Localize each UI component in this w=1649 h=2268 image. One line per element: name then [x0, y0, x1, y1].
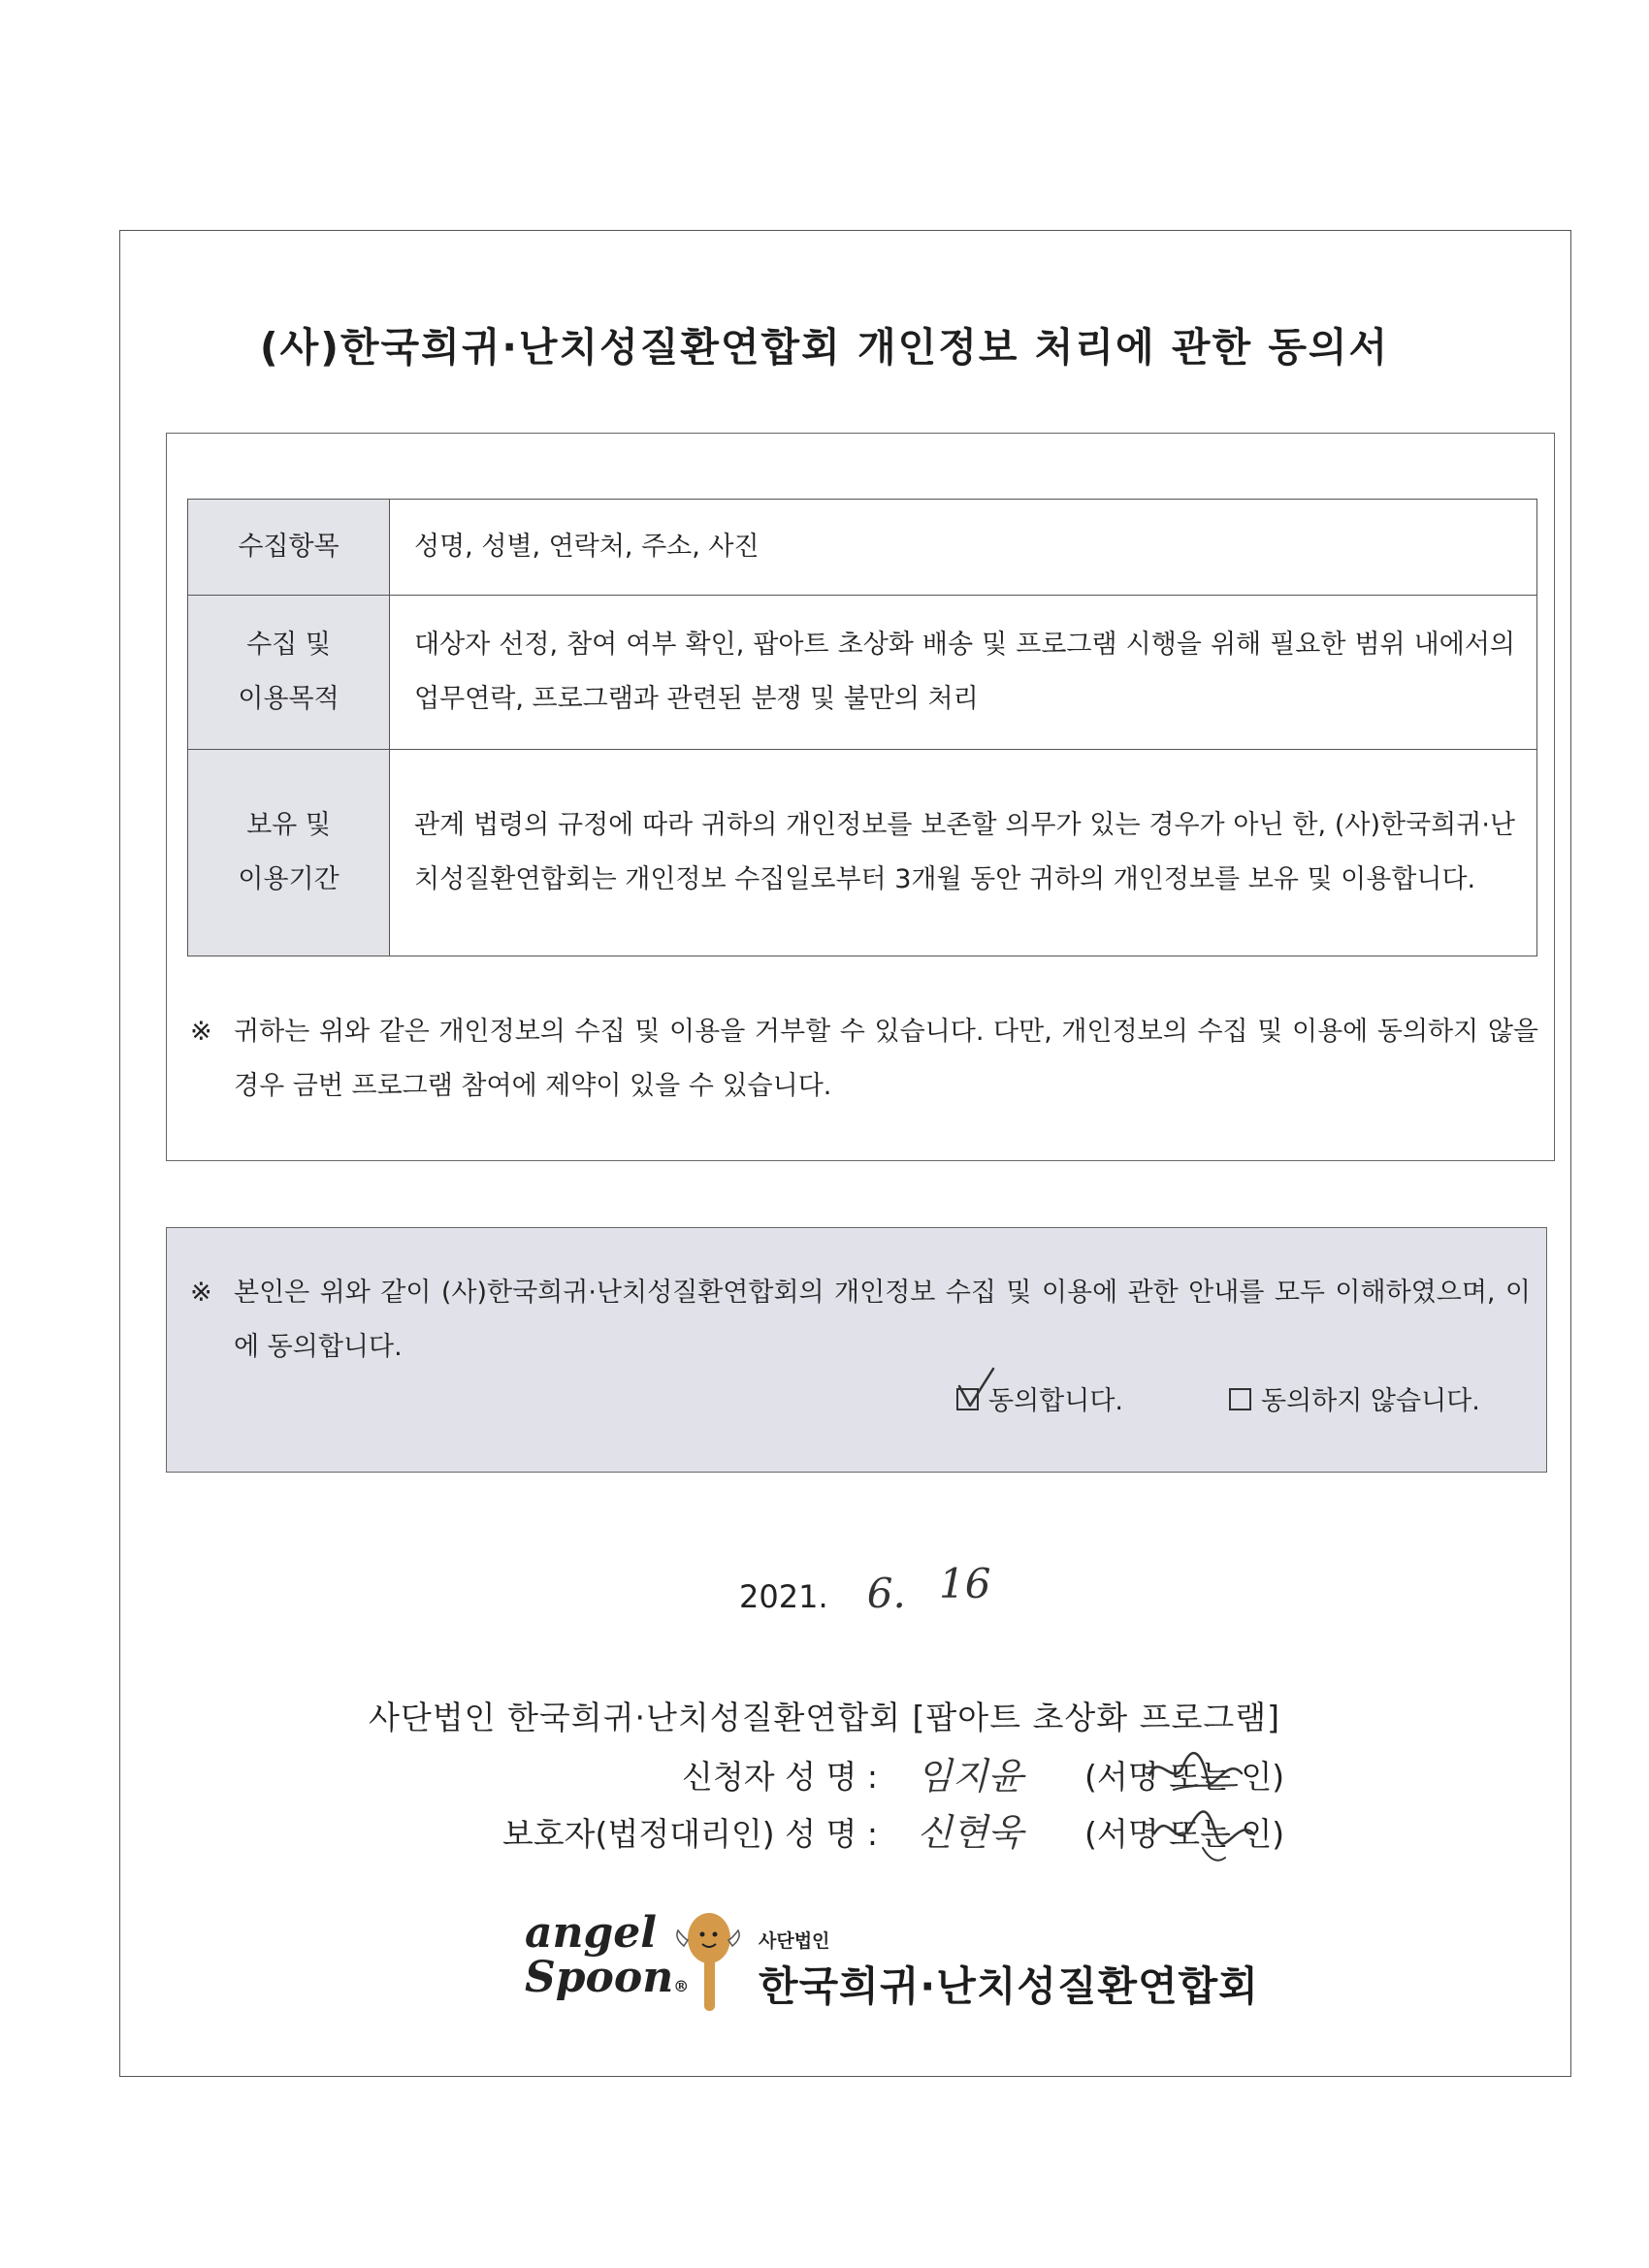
- guardian-label: 보호자(법정대리인) 성 명 :: [501, 1815, 878, 1853]
- logo-script-text: [525, 1908, 690, 2009]
- agree-checkbox[interactable]: [956, 1388, 979, 1410]
- agree-option[interactable]: [956, 1379, 1123, 1417]
- reference-mark: ※: [190, 1278, 212, 1308]
- logo-org-name: 한국희귀·난치성질환연합회: [759, 1962, 1259, 2010]
- refusal-notice: [190, 1005, 1538, 1114]
- date-year: 2021.: [739, 1578, 828, 1615]
- page-title: (사)한국희귀·난치성질환연합회 개인정보 처리에 관한 동의서: [259, 324, 1390, 371]
- table-row: [188, 596, 1537, 750]
- disagree-label: 동의하지 않습니다.: [1261, 1386, 1480, 1416]
- row-value-retention: 관계 법령의 규정에 따라 귀하의 개인정보를 보존할 의무가 있는 경우가 아닌 한, (사)한국희귀·난치성질환연합회는 개인정보 수집일로부터 3개월 동안 귀하의 개인정보를 보유 및 이용합니다.: [390, 750, 1537, 956]
- applicant-signature-icon: [1145, 1746, 1251, 1799]
- row-header-line: 이용목적: [238, 684, 340, 714]
- date-day: 16: [939, 1560, 991, 1607]
- organization-program-line: 사단법인 한국희귀·난치성질환연합회 [팝아트 초상화 프로그램]: [368, 1699, 1281, 1736]
- logo-org-prefix: 사단법인: [759, 1930, 830, 1952]
- agree-label: 동의합니다.: [988, 1386, 1123, 1416]
- consent-statement: [190, 1266, 1531, 1375]
- disagree-option[interactable]: [1229, 1379, 1480, 1417]
- row-value-purpose: 대상자 선정, 참여 여부 확인, 팝아트 초상화 배송 및 프로그램 시행을 위해 필요한 범위 내에서의 업무연락, 프로그램과 관련된 분쟁 및 불만의 처리: [390, 596, 1537, 750]
- date-month: 6.: [866, 1570, 906, 1617]
- info-table: [187, 499, 1537, 956]
- spoon-angel-icon: [674, 1909, 742, 2016]
- logo-script-line: [525, 1953, 690, 2009]
- disagree-checkbox[interactable]: [1229, 1388, 1251, 1410]
- row-header-items: 수집항목: [188, 500, 390, 596]
- guardian-name: 신현욱: [917, 1811, 1024, 1854]
- reference-mark: ※: [190, 1017, 212, 1047]
- consent-text: 본인은 위와 같이 (사)한국희귀·난치성질환연합회의 개인정보 수집 및 이용에 관한 안내를 모두 이해하였으며, 이에 동의합니다.: [234, 1278, 1531, 1362]
- logo-registered-mark: ®: [673, 1977, 690, 1995]
- row-header-line: 이용기간: [238, 864, 340, 894]
- notice-text: 귀하는 위와 같은 개인정보의 수집 및 이용을 거부할 수 있습니다. 다만, 개인정보의 수집 및 이용에 동의하지 않을 경우 금번 프로그램 참여에 제약이 있을 수 있습니다.: [234, 1017, 1538, 1101]
- logo-script-word: Spoon: [525, 1953, 674, 2002]
- logo-script-line: angel: [525, 1908, 657, 1958]
- applicant-name: 임지윤: [917, 1755, 1024, 1798]
- table-row: [188, 500, 1537, 596]
- row-header-line: 수집 및: [246, 630, 331, 660]
- check-mark-icon: [956, 1365, 995, 1409]
- row-value-items: 성명, 성별, 연락처, 주소, 사진: [390, 500, 1537, 596]
- guardian-sign-note: (서명 또는 인): [1084, 1815, 1285, 1853]
- date-field: [739, 1560, 991, 1617]
- row-header-purpose: [188, 596, 390, 750]
- row-header-line: 보유 및: [246, 810, 331, 840]
- table-row: [188, 750, 1537, 956]
- row-header-retention: [188, 750, 390, 956]
- applicant-label: 신청자 성 명 :: [682, 1758, 878, 1796]
- guardian-signature-icon: [1149, 1799, 1261, 1867]
- applicant-sign-note: (서명 또는 인): [1084, 1758, 1285, 1796]
